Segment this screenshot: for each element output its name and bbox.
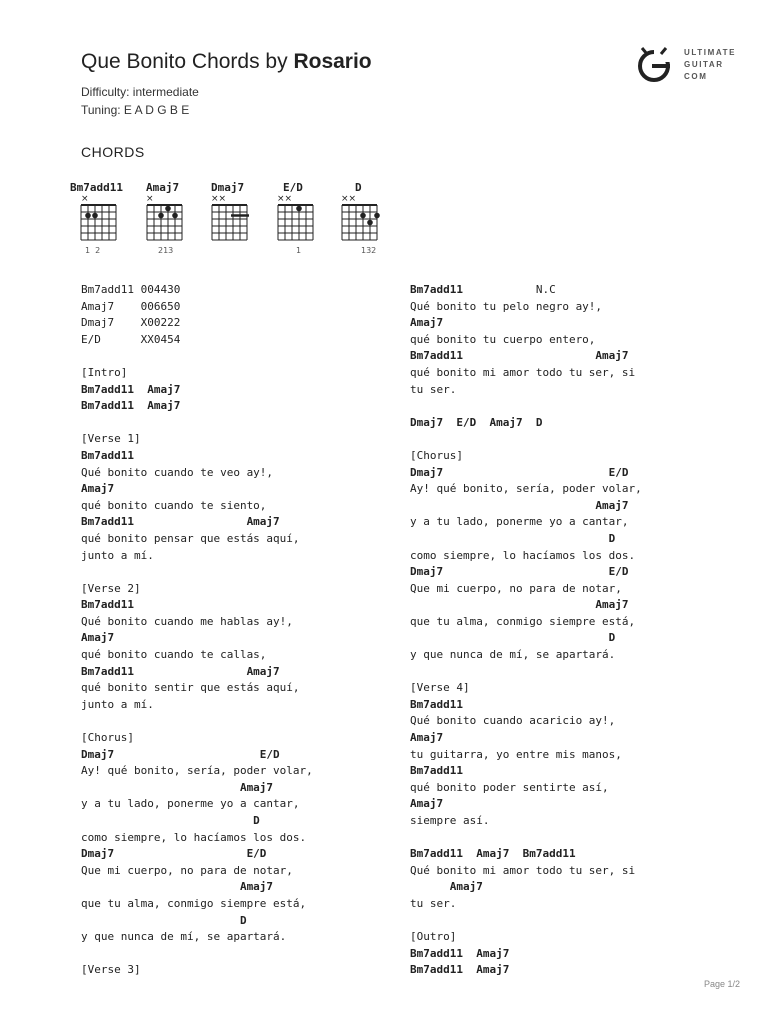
- line-text: Amaj7: [81, 880, 274, 894]
- chord-line[interactable]: [410, 630, 642, 647]
- muted-strings: ××: [341, 194, 357, 204]
- chord-line[interactable]: [81, 514, 313, 531]
- line-text: Dmaj7 E/D Amaj7 D: [410, 415, 543, 429]
- chord-line[interactable]: [410, 962, 642, 979]
- line-text: Qué bonito cuando me hablas ay!,: [81, 614, 293, 628]
- line-text: Qué bonito mi amor todo tu ser, si: [410, 863, 636, 877]
- line-text: [Verse 2]: [81, 581, 141, 595]
- line-text: Ay! qué bonito, sería, poder volar,: [410, 482, 642, 496]
- line-text: Bm7add11 Amaj7: [81, 382, 181, 396]
- line-text: qué bonito mi amor todo tu ser, si: [410, 365, 636, 379]
- chord-diagram-d[interactable]: [341, 181, 415, 256]
- line-text: Bm7add11: [410, 697, 463, 711]
- lyric-line: [410, 614, 642, 631]
- line-text: y a tu lado, ponerme yo a cantar,: [81, 797, 300, 811]
- line-text: [Outro]: [410, 930, 457, 944]
- ug-logo-icon: [634, 44, 674, 84]
- line-text: qué bonito sentir que estás aquí,: [81, 681, 300, 695]
- section-label: [410, 680, 642, 697]
- chord-line[interactable]: [410, 763, 642, 780]
- chord-line[interactable]: [81, 664, 313, 681]
- section-label: [81, 962, 313, 979]
- lyric-line: [81, 763, 313, 780]
- lyric-line: [81, 680, 313, 697]
- chord-line[interactable]: [410, 846, 642, 863]
- lyric-line: [410, 713, 642, 730]
- section-label: [81, 365, 313, 382]
- line-text: como siempre, lo hacíamos los dos.: [81, 830, 307, 844]
- chord-line[interactable]: [81, 813, 313, 830]
- line-text: siempre así.: [410, 814, 490, 827]
- chord-line[interactable]: [410, 282, 642, 299]
- line-text: Qué bonito cuando acaricio ay!,: [410, 714, 616, 728]
- chord-line[interactable]: [410, 796, 642, 813]
- line-text: Amaj7 006650: [81, 299, 181, 313]
- line-text: Qué bonito cuando te veo ay!,: [81, 465, 274, 479]
- line-text: D: [410, 631, 616, 645]
- chord-line[interactable]: [410, 697, 642, 714]
- line-text: Qué bonito tu pelo negro ay!,: [410, 299, 603, 313]
- chord-grid: [70, 193, 130, 255]
- line-text: D: [81, 913, 247, 927]
- chord-diagram-name: D: [355, 181, 362, 194]
- line-text: Bm7add11 Amaj7: [81, 515, 280, 529]
- line-text: Bm7add11: [410, 764, 463, 778]
- lyric-line: [410, 382, 642, 399]
- line-text: Bm7add11 Amaj7: [410, 349, 629, 363]
- section-label: [410, 448, 642, 465]
- lyric-line: [410, 332, 642, 349]
- finger-numbers: 213: [158, 246, 174, 255]
- line-text: junto a mí.: [81, 697, 154, 711]
- chord-diagram-name: Amaj7: [146, 181, 180, 194]
- tuning-text: Tuning: E A D G B E: [81, 103, 190, 117]
- title-prefix: Que Bonito Chords by: [81, 50, 294, 73]
- lyric-line: [81, 498, 313, 515]
- lyric-line: [81, 299, 313, 316]
- line-text: Amaj7: [410, 316, 444, 330]
- chord-diagram-name: E/D: [283, 181, 303, 194]
- difficulty-text: Difficulty: intermediate: [81, 85, 199, 99]
- line-text: Que mi cuerpo, no para de notar,: [410, 581, 622, 595]
- line-text: Amaj7: [81, 780, 274, 794]
- logo-line-1: ULTIMATE: [684, 48, 737, 57]
- line-text: qué bonito tu cuerpo entero,: [410, 332, 596, 346]
- line-text: qué bonito cuando te siento,: [81, 498, 267, 512]
- line-text: Bm7add11: [410, 283, 463, 296]
- lyric-line: [81, 465, 313, 482]
- lyric-line: [410, 747, 642, 764]
- chord-grid: [211, 193, 271, 255]
- chord-diagram-name: Bm7add11: [70, 181, 123, 194]
- muted-strings: ××: [277, 194, 293, 204]
- chord-line[interactable]: [81, 481, 313, 498]
- chord-diagram-amaj7[interactable]: [146, 181, 206, 256]
- lyric-line: [410, 514, 642, 531]
- line-text: Bm7add11 004430: [81, 283, 181, 296]
- lyric-line: [410, 581, 642, 598]
- line-text: [Chorus]: [81, 731, 134, 745]
- chord-diagram-name: Dmaj7: [211, 181, 245, 194]
- chord-line[interactable]: [81, 780, 313, 797]
- lyric-line: [410, 365, 642, 382]
- finger-numbers: 1: [296, 246, 302, 255]
- lyric-line: [81, 348, 313, 365]
- logo-line-3: COM: [684, 72, 708, 81]
- line-text: [Verse 4]: [410, 681, 470, 695]
- line-text: qué bonito cuando te callas,: [81, 648, 267, 662]
- chord-grid: [341, 193, 415, 255]
- line-text: Amaj7: [410, 598, 629, 612]
- section-label: [81, 730, 313, 747]
- lyric-line: [410, 299, 642, 316]
- line-text: [Chorus]: [410, 448, 463, 462]
- section-label: [81, 581, 313, 598]
- chord-line[interactable]: [410, 946, 642, 963]
- lyric-line: [81, 282, 313, 299]
- lyric-line: [81, 315, 313, 332]
- line-text: Ay! qué bonito, sería, poder volar,: [81, 764, 313, 778]
- lyric-line: [81, 796, 313, 813]
- chords-heading: CHORDS: [81, 144, 145, 160]
- line-text: Bm7add11 Amaj7: [81, 664, 280, 678]
- lyric-line: [81, 697, 313, 714]
- lyric-line: [410, 647, 642, 664]
- line-text: Bm7add11 Amaj7: [81, 399, 181, 413]
- line-text: Amaj7: [410, 797, 444, 811]
- chord-line[interactable]: [410, 498, 642, 515]
- ultimate-guitar-logo[interactable]: [634, 44, 744, 88]
- chord-line[interactable]: [81, 630, 313, 647]
- lyric-line: [81, 614, 313, 631]
- line-text: Amaj7: [410, 880, 483, 894]
- line-text: qué bonito pensar que estás aquí,: [81, 531, 300, 545]
- chord-diagram-dmaj7[interactable]: [211, 181, 271, 256]
- line-text: y a tu lado, ponerme yo a cantar,: [410, 515, 629, 529]
- chord-line[interactable]: [410, 348, 642, 365]
- lyric-line: [410, 813, 642, 830]
- section-label: [410, 929, 642, 946]
- line-text: D: [410, 531, 616, 545]
- chord-line[interactable]: [410, 597, 642, 614]
- line-text: Bm7add11: [81, 448, 134, 462]
- line-text: [Verse 1]: [81, 432, 141, 446]
- lyric-line: [410, 398, 642, 415]
- lyric-line: [410, 664, 642, 681]
- line-text: Bm7add11: [81, 598, 134, 612]
- chord-line[interactable]: [81, 398, 313, 415]
- line-text: y que nunca de mí, se apartará.: [410, 648, 616, 662]
- line-text: [Verse 3]: [81, 963, 141, 977]
- line-text: Bm7add11 Amaj7: [410, 963, 510, 977]
- chord-diagram-e-d[interactable]: [277, 181, 343, 256]
- line-text: que tu alma, conmigo siempre está,: [410, 614, 636, 628]
- chord-line[interactable]: [410, 415, 642, 432]
- chord-grid: [277, 193, 343, 255]
- line-text: Bm7add11 Amaj7 Bm7add11: [410, 847, 576, 861]
- lyric-line: [410, 913, 642, 930]
- finger-numbers: 1 2: [85, 246, 101, 255]
- chord-line[interactable]: [81, 913, 313, 930]
- line-text: Dmaj7 E/D: [81, 747, 280, 761]
- line-text: Dmaj7 E/D: [410, 465, 629, 479]
- line-text: Dmaj7 E/D: [81, 847, 267, 861]
- muted-strings: ×: [81, 194, 89, 204]
- line-text: Bm7add11 Amaj7: [410, 946, 510, 960]
- lyric-line: [410, 830, 642, 847]
- lyric-line: [81, 531, 313, 548]
- artist-name[interactable]: Rosario: [293, 50, 372, 73]
- line-text: D: [81, 814, 260, 827]
- chord-line[interactable]: [81, 879, 313, 896]
- line-text: [Intro]: [81, 365, 128, 379]
- lyric-line: [81, 929, 313, 946]
- line-text: como siempre, lo hacíamos los dos.: [410, 548, 636, 562]
- section-label: [81, 431, 313, 448]
- line-text: E/D XX0454: [81, 332, 181, 346]
- line-text: qué bonito poder sentirte así,: [410, 780, 609, 794]
- logo-line-2: GUITAR: [684, 60, 724, 69]
- no-chord-marker: N.C: [462, 283, 556, 296]
- line-text: y que nunca de mí, se apartará.: [81, 930, 287, 944]
- lyric-line: [410, 431, 642, 448]
- chord-line[interactable]: [81, 846, 313, 863]
- line-text: Amaj7: [81, 482, 115, 496]
- chord-line[interactable]: [81, 597, 313, 614]
- logo-wordmark: [684, 47, 736, 83]
- lyric-line: [81, 713, 313, 730]
- lyric-line: [81, 946, 313, 963]
- lyric-line: [81, 863, 313, 880]
- chord-line[interactable]: [410, 465, 642, 482]
- line-text: Dmaj7 X00222: [81, 316, 181, 330]
- chord-line[interactable]: [81, 448, 313, 465]
- chord-line[interactable]: [81, 382, 313, 399]
- lyric-line: [81, 332, 313, 349]
- muted-strings: ×: [146, 194, 154, 204]
- finger-numbers: 132: [361, 246, 377, 255]
- chord-line[interactable]: [410, 730, 642, 747]
- muted-strings: ××: [211, 194, 227, 204]
- chord-line[interactable]: [410, 315, 642, 332]
- lyric-line: [410, 863, 642, 880]
- line-text: que tu alma, conmigo siempre está,: [81, 896, 307, 910]
- lyric-line: [410, 780, 642, 797]
- song-title: [81, 47, 372, 77]
- line-text: tu ser.: [410, 382, 457, 396]
- lyric-line: [410, 481, 642, 498]
- chord-line[interactable]: [81, 747, 313, 764]
- lyric-line: [81, 647, 313, 664]
- page-number: Page 1/2: [703, 979, 740, 989]
- line-text: tu guitarra, yo entre mis manos,: [410, 747, 622, 761]
- lyric-line: [81, 415, 313, 432]
- chord-line[interactable]: [410, 879, 642, 896]
- song-column-left: [81, 282, 313, 979]
- lyric-line: [410, 896, 642, 913]
- line-text: Que mi cuerpo, no para de notar,: [81, 863, 293, 877]
- line-text: Dmaj7 E/D: [410, 565, 629, 579]
- chord-line[interactable]: [410, 531, 642, 548]
- line-text: Amaj7: [81, 631, 115, 645]
- chord-line[interactable]: [410, 564, 642, 581]
- lyric-line: [81, 564, 313, 581]
- lyric-line: [81, 830, 313, 847]
- chord-grid: [146, 193, 206, 255]
- lyric-line: [81, 548, 313, 565]
- line-text: junto a mí.: [81, 548, 154, 562]
- lyric-line: [410, 548, 642, 565]
- line-text: tu ser.: [410, 896, 457, 910]
- chord-diagram-bm7add11[interactable]: [70, 181, 130, 256]
- song-column-right: [410, 282, 642, 979]
- lyric-line: [81, 896, 313, 913]
- line-text: Amaj7: [410, 731, 444, 745]
- line-text: Amaj7: [410, 498, 629, 512]
